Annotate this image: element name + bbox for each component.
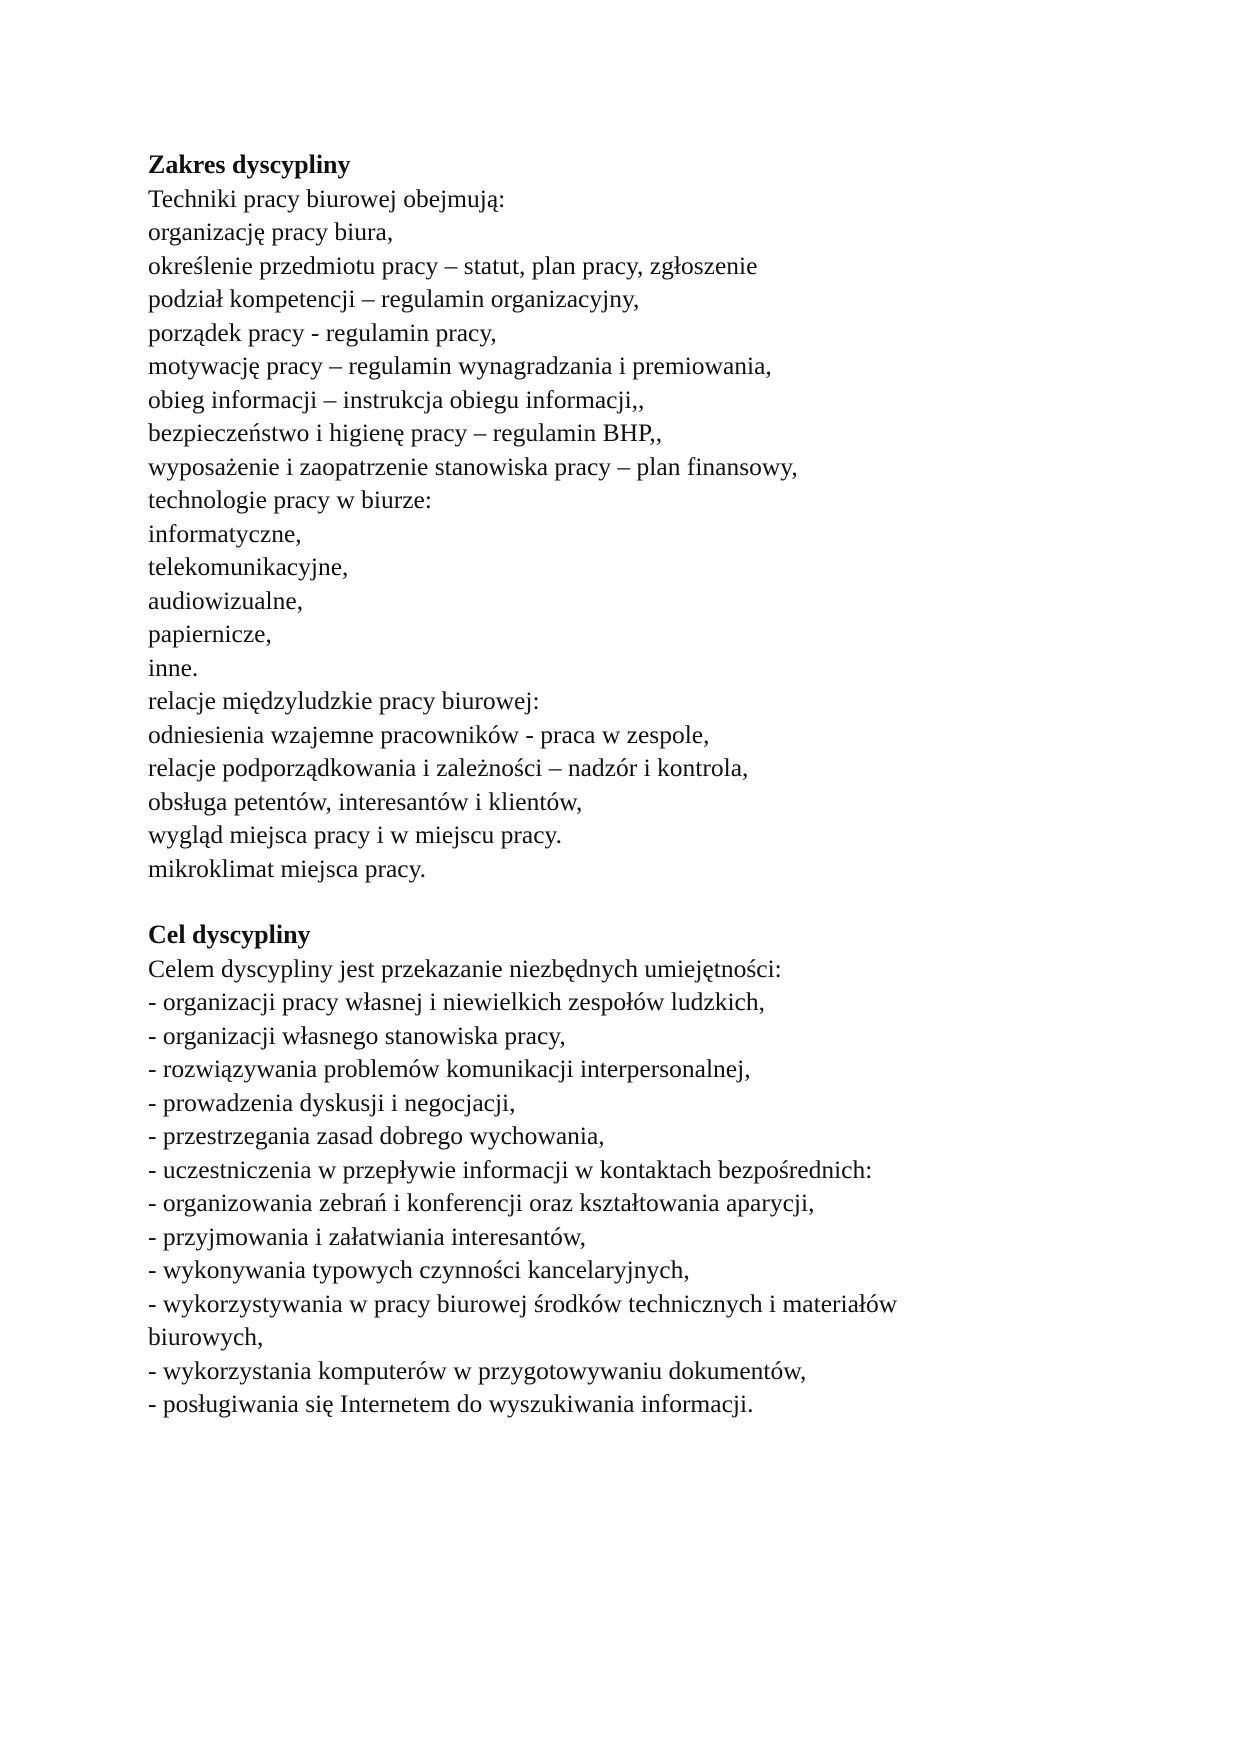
- text-line: - wykorzystywania w pracy biurowej środków technicznych i materiałów: [148, 1288, 898, 1318]
- text-line: - wykorzystania komputerów w przygotowywaniu dokumentów,: [148, 1355, 807, 1385]
- text-line: podział kompetencji – regulamin organizacyjny,: [148, 284, 640, 313]
- text-line: relacje międzyludzkie pracy biurowej:: [148, 686, 540, 715]
- text-line: - organizacji pracy własnej i niewielkich zespołów ludzkich,: [148, 987, 765, 1016]
- text-line: - posługiwania się Internetem do wyszukiwania informacji.: [148, 1389, 754, 1418]
- text-line: - organizowania zebrań i konferencji oraz kształtowania aparycji,: [148, 1188, 815, 1217]
- text-line: bezpieczeństwo i higienę pracy – regulamin BHP,,: [148, 418, 663, 447]
- section-heading: Cel dyscypliny: [148, 920, 311, 949]
- section-zakres-dyscypliny: [148, 148, 1048, 885]
- section-cel-dyscypliny: [148, 918, 1048, 1421]
- text-line: Techniki pracy biurowej obejmują:: [148, 183, 506, 213]
- text-line: relacje podporządkowania i zależności – nadzór i kontrola,: [148, 753, 749, 782]
- text-line: obieg informacji – instrukcja obiegu informacji,,: [148, 384, 645, 414]
- text-line: mikroklimat miejsca pracy.: [148, 853, 427, 883]
- section-heading: Zakres dyscypliny: [148, 150, 351, 179]
- text-line: wygląd miejsca pracy i w miejscu pracy.: [148, 820, 562, 849]
- text-line: - wykonywania typowych czynności kancelaryjnych,: [148, 1255, 690, 1284]
- text-line: obsługa petentów, interesantów i klientów,: [148, 786, 583, 816]
- text-line: porządek pracy - regulamin pracy,: [148, 317, 497, 347]
- text-line: motywację pracy – regulamin wynagradzania i premiowania,: [148, 351, 772, 380]
- text-line: wyposażenie i zaopatrzenie stanowiska pracy – plan finansowy,: [148, 451, 798, 481]
- text-line: papiernicze,: [148, 619, 272, 648]
- text-line: telekomunikacyjne,: [148, 552, 349, 581]
- text-line: biurowych,: [148, 1322, 264, 1351]
- text-line: - przestrzegania zasad dobrego wychowania,: [148, 1121, 605, 1150]
- text-line: - przyjmowania i załatwiania interesantów,: [148, 1221, 587, 1251]
- text-line: odniesienia wzajemne pracowników - praca w zespole,: [148, 719, 710, 749]
- text-line: inne.: [148, 652, 199, 682]
- text-line: - prowadzenia dyskusji i negocjacji,: [148, 1087, 516, 1117]
- text-line: informatyczne,: [148, 518, 302, 548]
- text-line: technologie pracy w biurze:: [148, 485, 432, 514]
- text-line: Celem dyscypliny jest przekazanie niezbędnych umiejętności:: [148, 953, 782, 983]
- text-line: - uczestniczenia w przepływie informacji w kontaktach bezpośrednich:: [148, 1154, 873, 1184]
- text-line: organizację pracy biura,: [148, 217, 394, 246]
- text-line: - rozwiązywania problemów komunikacji interpersonalnej,: [148, 1054, 751, 1083]
- text-line: audiowizualne,: [148, 585, 304, 615]
- text-line: określenie przedmiotu pracy – statut, plan pracy, zgłoszenie: [148, 250, 758, 280]
- text-line: - organizacji własnego stanowiska pracy,: [148, 1020, 566, 1050]
- document-page: [148, 148, 1048, 1421]
